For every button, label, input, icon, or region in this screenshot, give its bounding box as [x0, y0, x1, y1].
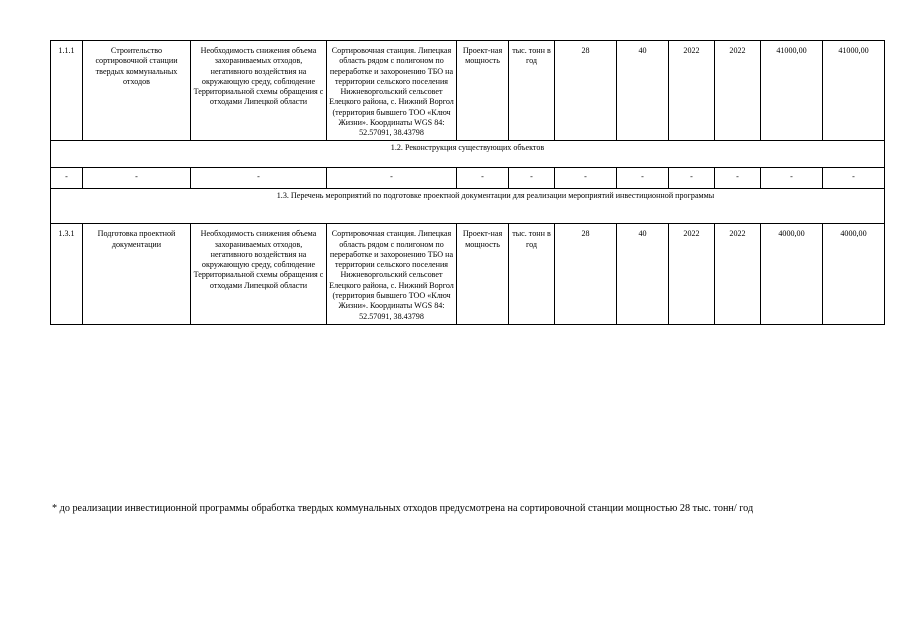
cost-year: 41000,00 [823, 41, 885, 141]
measure-reason: Необходимость снижения объема захораниваемых отходов, негативного воздействия на окружающую среду, соблюдение Территориальной схемы обращения с отходами Липецкой области [191, 224, 327, 324]
indicator-unit: тыс. тонн в год [509, 41, 555, 141]
measure-location: Сортировочная станция. Липецкая область рядом с полигоном по переработке и захоронению ТБО на территории сельского поселения Нижневоргольский сельсовет Елецкого района, с. Нижний Воргол (территория бывшего ТОО «Ключ Жизни». Координаты WGS 84: 52.57091, 38.43798 [327, 41, 457, 141]
empty-cell: - [51, 168, 83, 189]
empty-cell: - [669, 168, 715, 189]
footnote: * до реализации инвестиционной программы обработка твердых коммунальных отходов предусмотрена на сортировочной станции мощностью 28 тыс. тонн/ год [52, 503, 754, 514]
value-after: 40 [617, 224, 669, 324]
year-end: 2022 [715, 224, 761, 324]
measure-location: Сортировочная станция. Липецкая область рядом с полигоном по переработке и захоронению ТБО на территории сельского поселения Нижневоргольский сельсовет Елецкого района, с. Нижний Воргол (территория бывшего ТОО «Ключ Жизни». Координаты WGS 84: 52.57091, 38.43798 [327, 224, 457, 324]
table-row [51, 224, 885, 324]
year-start: 2022 [669, 41, 715, 141]
section-heading: 1.3. Перечень мероприятий по подготовке проектной документации для реализации мероприятий инвестиционной программы [51, 189, 885, 224]
section-heading: 1.2. Реконструкция существующих объектов [51, 141, 885, 168]
empty-cell: - [191, 168, 327, 189]
section-row [51, 141, 885, 168]
cost-total: 41000,00 [761, 41, 823, 141]
empty-cell: - [823, 168, 885, 189]
section-row [51, 189, 885, 224]
empty-cell: - [555, 168, 617, 189]
measure-reason: Необходимость снижения объема захораниваемых отходов, негативного воздействия на окружающую среду, соблюдение Территориальной схемы обращения с отходами Липецкой области [191, 41, 327, 141]
cost-year: 4000,00 [823, 224, 885, 324]
row-number: 1.1.1 [51, 41, 83, 141]
measure-name: Подготовка проектной документации [83, 224, 191, 324]
table-row [51, 41, 885, 141]
empty-cell: - [715, 168, 761, 189]
value-before: 28 [555, 41, 617, 141]
value-before: 28 [555, 224, 617, 324]
empty-cell: - [327, 168, 457, 189]
year-start: 2022 [669, 224, 715, 324]
indicator-unit: тыс. тонн в год [509, 224, 555, 324]
value-after: 40 [617, 41, 669, 141]
empty-cell: - [83, 168, 191, 189]
investment-program-table [50, 40, 885, 325]
empty-cell: - [617, 168, 669, 189]
cost-total: 4000,00 [761, 224, 823, 324]
indicator-name: Проект-ная мощность [457, 41, 509, 141]
row-number: 1.3.1 [51, 224, 83, 324]
year-end: 2022 [715, 41, 761, 141]
indicator-name: Проект-ная мощность [457, 224, 509, 324]
empty-cell: - [457, 168, 509, 189]
measure-name: Строительство сортировочной станции твердых коммунальных отходов [83, 41, 191, 141]
empty-cell: - [761, 168, 823, 189]
empty-cell: - [509, 168, 555, 189]
table-row [51, 168, 885, 189]
